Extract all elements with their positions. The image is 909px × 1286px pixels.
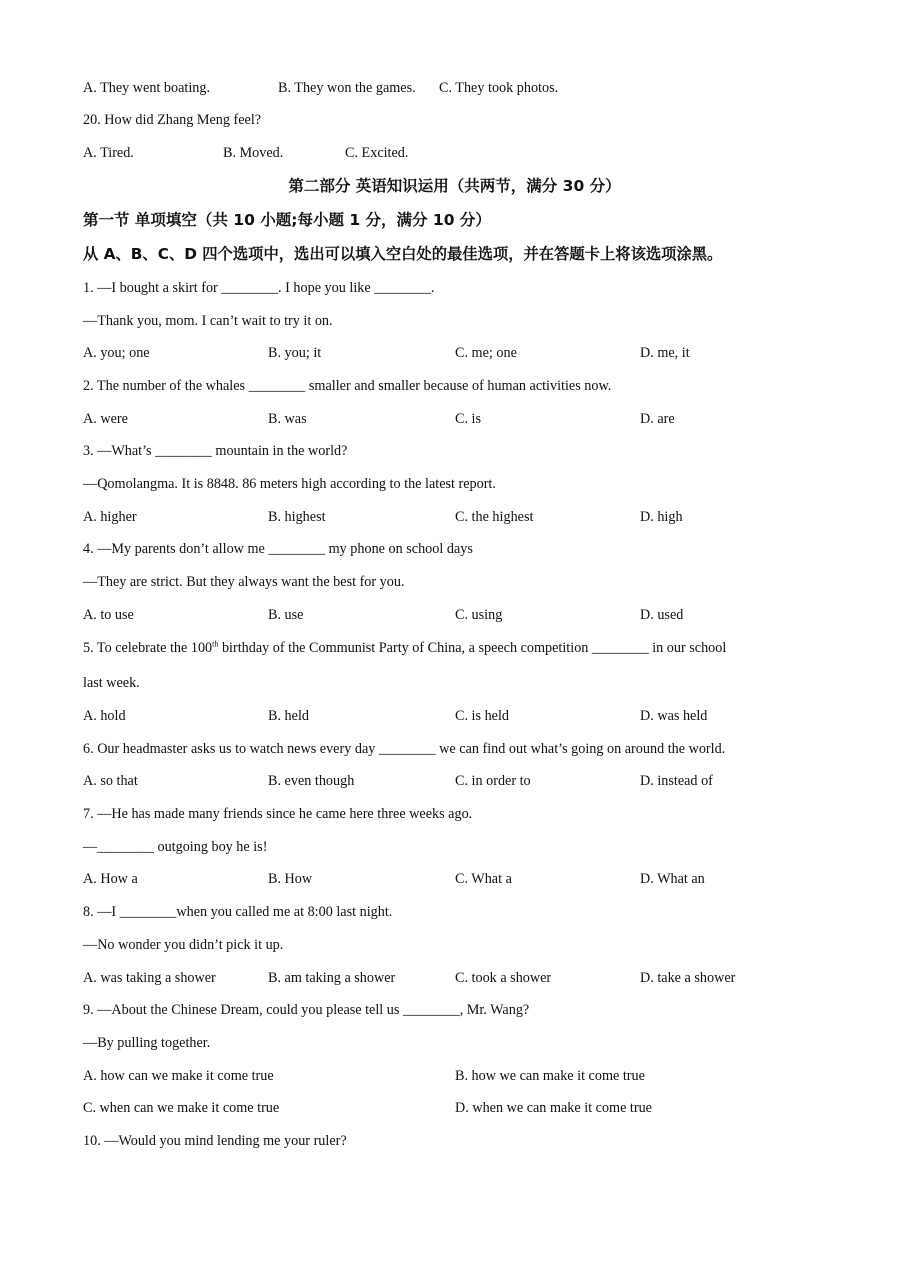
q8-option-a: A. was taking a shower: [83, 970, 216, 986]
question-4-stem: 4. —My parents don’t allow me ________ my phone on school days: [83, 541, 473, 557]
question-5-stem: [83, 638, 726, 658]
question-9-reply: —By pulling together.: [83, 1035, 211, 1051]
question-5-continuation: last week.: [83, 675, 140, 691]
q1-option-b: B. you; it: [268, 345, 322, 361]
question-1-stem: 1. —I bought a skirt for ________. I hope you like ________.: [83, 280, 435, 296]
q8-option-d: D. take a shower: [640, 970, 736, 986]
q5-option-d: D. was held: [640, 708, 708, 724]
q5-text-after: birthday of the Communist Party of China, a speech competition ________ in our school: [218, 640, 727, 656]
q7-option-a: A. How a: [83, 871, 138, 887]
q9-option-b: B. how we can make it come true: [455, 1068, 645, 1084]
instruction: 从 A、B、C、D 四个选项中，选出可以填入空白处的最佳选项，并在答题卡上将该选项涂黑。: [83, 245, 723, 263]
q7-option-b: B. How: [268, 871, 313, 887]
question-3-reply: —Qomolangma. It is 8848. 86 meters high according to the latest report.: [83, 476, 496, 492]
q4-option-b: B. use: [268, 607, 304, 623]
question-7-reply: —________ outgoing boy he is!: [83, 839, 268, 855]
q5-text-before: 5. To celebrate the 100: [83, 640, 213, 656]
q19-option-a: A. They went boating.: [83, 80, 211, 96]
q2-option-d: D. are: [640, 411, 675, 427]
q20-option-a: A. Tired.: [83, 145, 134, 161]
q5-option-b: B. held: [268, 708, 309, 724]
q20-option-b: B. Moved.: [223, 145, 284, 161]
q1-option-a: A. you; one: [83, 345, 150, 361]
question-2-stem: 2. The number of the whales ________ smaller and smaller because of human activities now.: [83, 378, 612, 394]
q2-option-b: B. was: [268, 411, 307, 427]
q3-option-a: A. higher: [83, 509, 137, 525]
q20-stem: 20. How did Zhang Meng feel?: [83, 112, 262, 128]
question-9-stem: 9. —About the Chinese Dream, could you please tell us ________, Mr. Wang?: [83, 1002, 530, 1018]
q8-option-c: C. took a shower: [455, 970, 552, 986]
question-1-reply: —Thank you, mom. I can’t wait to try it on.: [83, 313, 333, 329]
q9-option-a: A. how can we make it come true: [83, 1068, 274, 1084]
q19-option-c: C. They took photos.: [439, 80, 559, 96]
question-8-stem: 8. —I ________when you called me at 8:00 last night.: [83, 904, 393, 920]
q4-option-c: C. using: [455, 607, 503, 623]
q9-option-d: D. when we can make it come true: [455, 1100, 652, 1116]
q7-option-c: C. What a: [455, 871, 512, 887]
part-title: 第二部分 英语知识运用（共两节，满分 30 分）: [288, 177, 621, 195]
question-4-reply: —They are strict. But they always want the best for you.: [83, 574, 405, 590]
section-title: 第一节 单项填空（共 10 小题;每小题 1 分，满分 10 分）: [83, 211, 491, 229]
q3-option-d: D. high: [640, 509, 683, 525]
q4-option-a: A. to use: [83, 607, 134, 623]
q7-option-d: D. What an: [640, 871, 705, 887]
q5-option-c: C. is held: [455, 708, 509, 724]
question-8-reply: —No wonder you didn’t pick it up.: [83, 937, 284, 953]
q19-option-b: B. They won the games.: [278, 80, 416, 96]
q5-option-a: A. hold: [83, 708, 126, 724]
q4-option-d: D. used: [640, 607, 684, 623]
q6-option-d: D. instead of: [640, 773, 713, 789]
question-10-stem: 10. —Would you mind lending me your ruler?: [83, 1133, 347, 1149]
q3-option-b: B. highest: [268, 509, 326, 525]
q1-option-d: D. me, it: [640, 345, 690, 361]
q20-option-c: C. Excited.: [345, 145, 409, 161]
q5-superscript: th: [212, 639, 219, 649]
q6-option-b: B. even though: [268, 773, 355, 789]
q2-option-a: A. were: [83, 411, 128, 427]
question-6-stem: 6. Our headmaster asks us to watch news every day ________ we can find out what’s going on around the world.: [83, 741, 726, 757]
question-7-stem: 7. —He has made many friends since he came here three weeks ago.: [83, 806, 473, 822]
q9-option-c: C. when can we make it come true: [83, 1100, 280, 1116]
q2-option-c: C. is: [455, 411, 482, 427]
q1-option-c: C. me; one: [455, 345, 517, 361]
q8-option-b: B. am taking a shower: [268, 970, 396, 986]
question-3-stem: 3. —What’s ________ mountain in the world?: [83, 443, 348, 459]
q6-option-a: A. so that: [83, 773, 138, 789]
q6-option-c: C. in order to: [455, 773, 531, 789]
q3-option-c: C. the highest: [455, 509, 534, 525]
